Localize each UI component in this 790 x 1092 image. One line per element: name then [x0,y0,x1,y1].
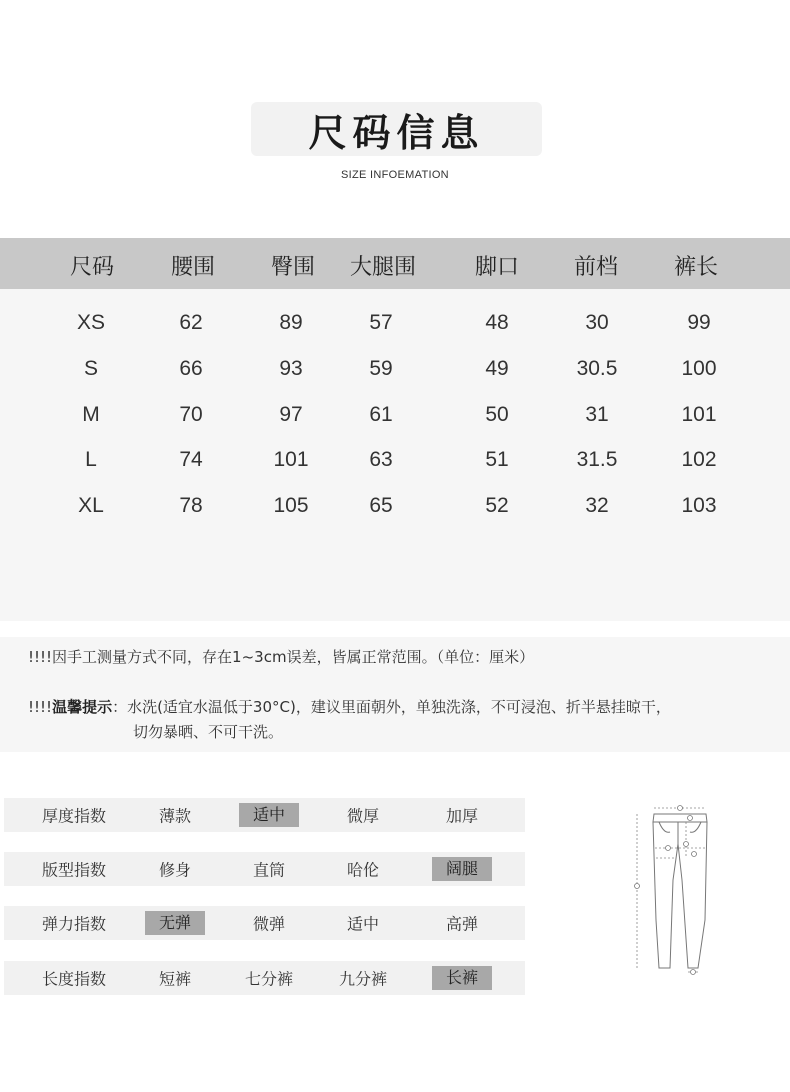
table-cell: L [85,448,97,471]
table-cell: M [82,403,100,426]
table-cell: 30 [585,311,609,334]
page-title: 尺码信息 [308,110,485,155]
pants-measurement-diagram-icon [626,800,720,978]
table-cell: 103 [681,494,717,517]
stretch-index-row [4,906,525,940]
table-cell: 31.5 [576,448,618,471]
index-option-selected: 无弹 [145,911,205,935]
table-cell: 57 [369,311,393,334]
care-note [28,696,671,717]
page-subtitle: SIZE INFOEMATION [341,169,449,181]
table-cell: 61 [369,403,393,426]
table-cell: 100 [681,357,717,380]
table-cell: XL [78,494,104,517]
thickness-index-row [4,798,525,832]
size-table-body [0,289,790,621]
table-cell: 63 [369,448,393,471]
index-option: 九分裤 [338,969,388,989]
table-cell: 97 [279,403,303,426]
index-option: 加厚 [445,806,479,826]
column-header-waist: 腰围 [170,255,216,280]
measurement-note: !!!!因手工测量方式不同，存在1~3cm误差，皆属正常范围。（单位：厘米） [28,648,535,666]
table-cell: 65 [369,494,393,517]
index-option: 微弹 [252,914,286,934]
length-index-row [4,961,525,995]
care-note-line2: 切勿暴晒、不可干洗。 [133,723,284,741]
index-option: 短裤 [158,969,192,989]
index-label: 版型指数 [41,860,107,880]
table-cell: 51 [485,448,509,471]
index-label: 厚度指数 [41,806,107,826]
table-cell: 78 [179,494,203,517]
table-cell: 99 [687,311,711,334]
table-cell: 101 [681,403,717,426]
table-cell: 31 [585,403,609,426]
care-note-text: ：水洗(适宜水温低于30°C)，建议里面朝外，单独洗涤，不可浸泡、折半悬挂晾干， [112,698,671,716]
index-option: 七分裤 [244,969,294,989]
care-note-prefix: !!!! [28,698,53,716]
table-cell: 105 [273,494,309,517]
table-cell: 32 [585,494,609,517]
column-header-thigh: 大腿围 [349,255,417,280]
index-option: 薄款 [158,806,192,826]
index-option: 适中 [346,914,380,934]
index-label: 长度指数 [41,969,107,989]
notes-panel [0,637,790,752]
column-header-hip: 臀围 [270,255,316,280]
table-cell: S [83,357,99,380]
index-option: 直筒 [252,860,286,880]
table-cell: 49 [485,357,509,380]
index-option: 修身 [158,860,192,880]
table-cell: XS [76,311,106,334]
column-header-size: 尺码 [69,255,115,280]
table-cell: 48 [485,311,509,334]
table-cell: 89 [279,311,303,334]
table-cell: 101 [273,448,309,471]
table-cell: 74 [179,448,203,471]
index-option-selected: 长裤 [432,966,492,990]
table-cell: 50 [485,403,509,426]
index-option-selected: 适中 [239,803,299,827]
table-cell: 66 [179,357,203,380]
table-cell: 62 [179,311,203,334]
index-option-selected: 阔腿 [432,857,492,881]
table-cell: 52 [485,494,509,517]
column-header-leg-opening: 脚口 [474,255,520,280]
column-header-front-rise: 前档 [573,255,619,280]
column-header-length: 裤长 [673,255,719,280]
table-cell: 59 [369,357,393,380]
fit-index-row [4,852,525,886]
table-cell: 102 [681,448,717,471]
table-cell: 70 [179,403,203,426]
index-option: 高弹 [445,914,479,934]
table-cell: 93 [279,357,303,380]
care-note-heading: 温馨提示 [52,698,113,716]
index-label: 弹力指数 [41,914,107,934]
index-option: 微厚 [346,806,380,826]
table-cell: 30.5 [576,357,618,380]
index-option: 哈伦 [346,860,380,880]
title-box [251,102,542,156]
